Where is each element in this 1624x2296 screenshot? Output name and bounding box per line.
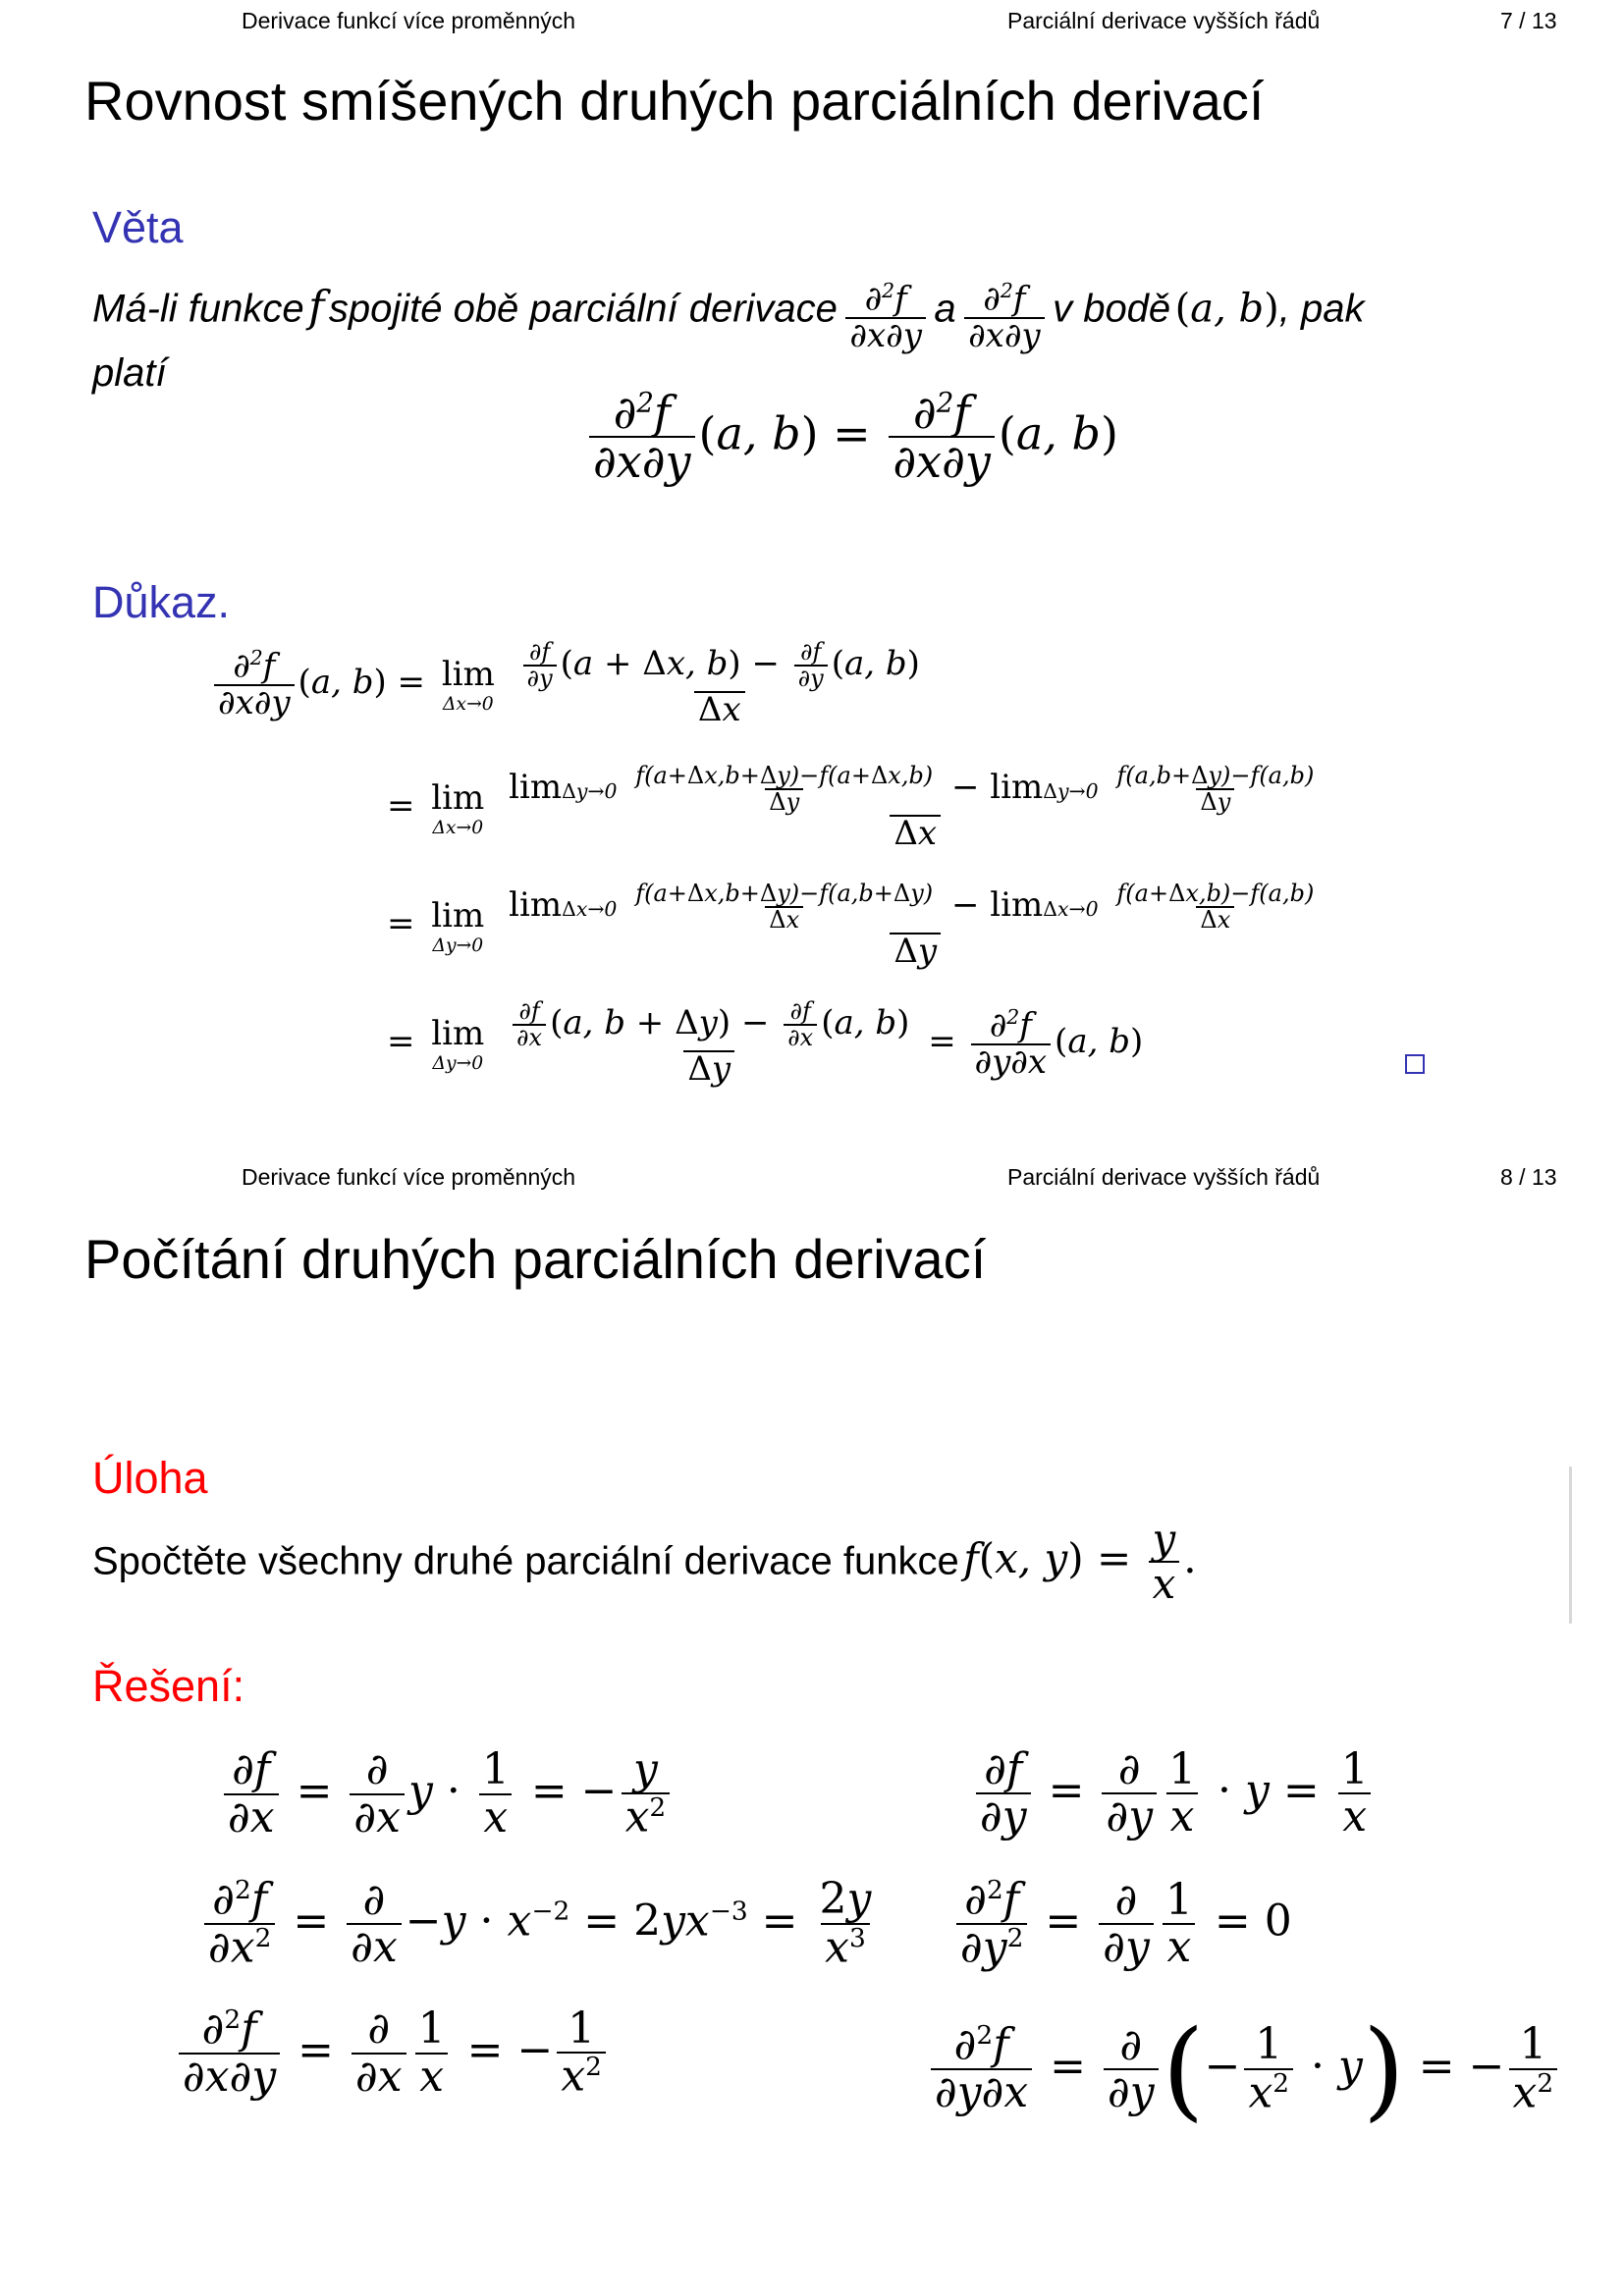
header-section-center: Parciální derivace vyšších řádů [1007,8,1321,33]
task-text: Spočtěte všechny druhé parciální derivace funkce [92,1539,959,1583]
proof-label: Důkaz. [92,577,231,627]
theorem-text: a [934,287,956,331]
proof-line-1: $\frac{\partial^2f}{\partial x\partial y}$ (a, b) = lim Δx→0 $\frac{\partial f}{\partial y}$ (a + Δx, b) − $\frac{\partial f}{\partial y}$ (a, b) Δx [210,640,928,728]
scrollbar[interactable] [1569,1467,1572,1624]
theorem-label: Věta [92,202,184,252]
theorem-statement [92,281,1565,354]
theorem-equation: $\frac{\partial^2f}{\partial x\partial y}$ (a, b) = $\frac{\partial^2f}{\partial x\partial y}$ (a, b) [585,389,1118,486]
math-fraction: $\frac{\partial^2f}{\partial x\partial y}$ [964,281,1045,354]
slide-title: Rovnost smíšených druhých parciálních derivací [84,70,1265,132]
qed-square-icon [1405,1054,1425,1074]
theorem-function-symbol: f [308,282,325,333]
solution-dfdy: $\frac{\partial f}{\partial y}$ = $\frac{\partial}{\partial y}$ $\frac{1}{x}$ · y = $\frac{1}{x}$ [972,1747,1377,1840]
slide-title: Počítání druhých parciálních derivací [84,1228,987,1290]
solution-d2fdxdy: $\frac{\partial^2f}{\partial x\partial y}$ = $\frac{\partial}{\partial x}$ $\frac{1}{x}$ = − $\frac{1}{x^2}$ [175,2006,610,2100]
math-fraction: $\frac{\partial^2f}{\partial x\partial y}$ [845,281,926,354]
theorem-text: platí [92,351,167,395]
theorem-text: , pak [1278,287,1365,331]
proof-line-3: = lim Δy→0 limΔx→0 $\frac{f(a+\Delta x,b+\Delta y)-f(a,b+\Delta y)}{\Delta x}$ − limΔx→0 $\frac{f(a+\Delta x,b)-f(a,b)}{\Delta x}$ Δy [387,880,1315,972]
theorem-text: v bodě [1053,287,1171,331]
header-section-left: Derivace funkcí více proměnných [242,8,576,33]
task-function: f(x, y) = $\frac{y}{x}$ . [963,1515,1197,1609]
header-page-number: 7 / 13 [1500,8,1557,33]
theorem-text: spojité obě parciální derivace [328,287,838,331]
header-section-center: Parciální derivace vyšších řádů [1007,1164,1321,1190]
solution-dfdx: $\frac{\partial f}{\partial x}$ = $\frac{\partial}{\partial x}$ y · $\frac{1}{x}$ = − $\frac{y}{x^2}$ [220,1747,674,1841]
solution-label: Řešení: [92,1661,245,1711]
solution-d2fdx2: $\frac{\partial^2f}{\partial x^2}$ = $\frac{\partial}{\partial x}$ $-y \cdot x^{-2} = 2yx^{-3}$ = $\frac{2y}{x^3}$ [200,1877,879,1971]
task-statement [92,1515,1197,1609]
solution-d2fdydx: $\frac{\partial^2f}{\partial y\partial x}$ = $\frac{\partial}{\partial y}$ (− $\frac{1}{x^2}$ · y) = − $\frac{1}{x^2}$ [927,2006,1561,2132]
header-section-left: Derivace funkcí více proměnných [242,1164,576,1190]
solution-d2fdy2: $\frac{\partial^2f}{\partial y^2}$ = $\frac{\partial}{\partial y}$ $\frac{1}{x}$ = 0 [952,1877,1292,1971]
header-page-number: 8 / 13 [1500,1164,1557,1190]
task-label: Úloha [92,1453,208,1503]
proof-line-4: = lim Δy→0 $\frac{\partial f}{\partial x}$ (a, b + Δy) − $\frac{\partial f}{\partial x}$ (a, b) Δy = $\frac{\partial^2f}{\partial y\partial x}$ (a, b) [387,997,1144,1090]
proof-line-2: = lim Δx→0 limΔy→0 $\frac{f(a+\Delta x,b+\Delta y)-f(a+\Delta x,b)}{\Delta y}$ − limΔy→0 $\frac{f(a,b+\Delta y)-f(a,b)}{\Delta y}$ Δx [387,762,1315,854]
math-point: (a, b) [1174,286,1279,332]
theorem-text: Má-li funkce [92,287,304,331]
